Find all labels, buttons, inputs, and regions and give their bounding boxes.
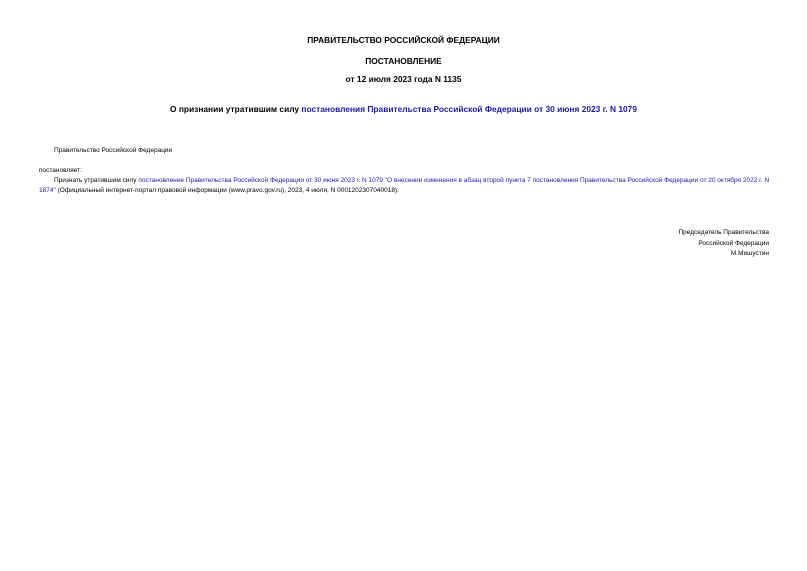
- signature-block: [678, 228, 769, 260]
- document-type: ПОСТАНОВЛЕНИЕ: [365, 56, 442, 66]
- document-date-number: от 12 июля 2023 года N 1135: [345, 74, 462, 84]
- signatory-name: М.Мишустин: [730, 250, 769, 257]
- signatory-position-line1: Председатель Правительства: [678, 229, 769, 236]
- resolves-paragraph: постановляет:: [39, 167, 82, 174]
- signatory-position-line2: Российской Федерации: [698, 239, 769, 247]
- subject-prefix: О признании утратившим силу: [170, 104, 302, 114]
- intro-paragraph: Правительство Российской Федерации: [54, 147, 173, 154]
- operative-paragraph: [39, 176, 774, 196]
- document-subject: [0, 104, 807, 115]
- item-prefix: Признать утратившим силу: [54, 177, 139, 184]
- repealed-decree-link[interactable]: постановление Правительства Российской Федерации от 30 июня 2023 г. N 1079 "О внесении изменения в абзац второй пункта 7 постановления Правительства Российской Федерации от 20 октября 2022 г. N 1874": [39, 177, 770, 194]
- item-suffix: (Официальный интернет-портал правовой информации (www.pravo.gov.ru), 2023, 4 июля, N 0001202307040018).: [55, 187, 399, 194]
- subject-decree-link[interactable]: постановления Правительства Российской Федерации от 30 июня 2023 г. N 1079: [301, 104, 637, 114]
- issuing-authority: ПРАВИТЕЛЬСТВО РОССИЙСКОЙ ФЕДЕРАЦИИ: [307, 35, 500, 45]
